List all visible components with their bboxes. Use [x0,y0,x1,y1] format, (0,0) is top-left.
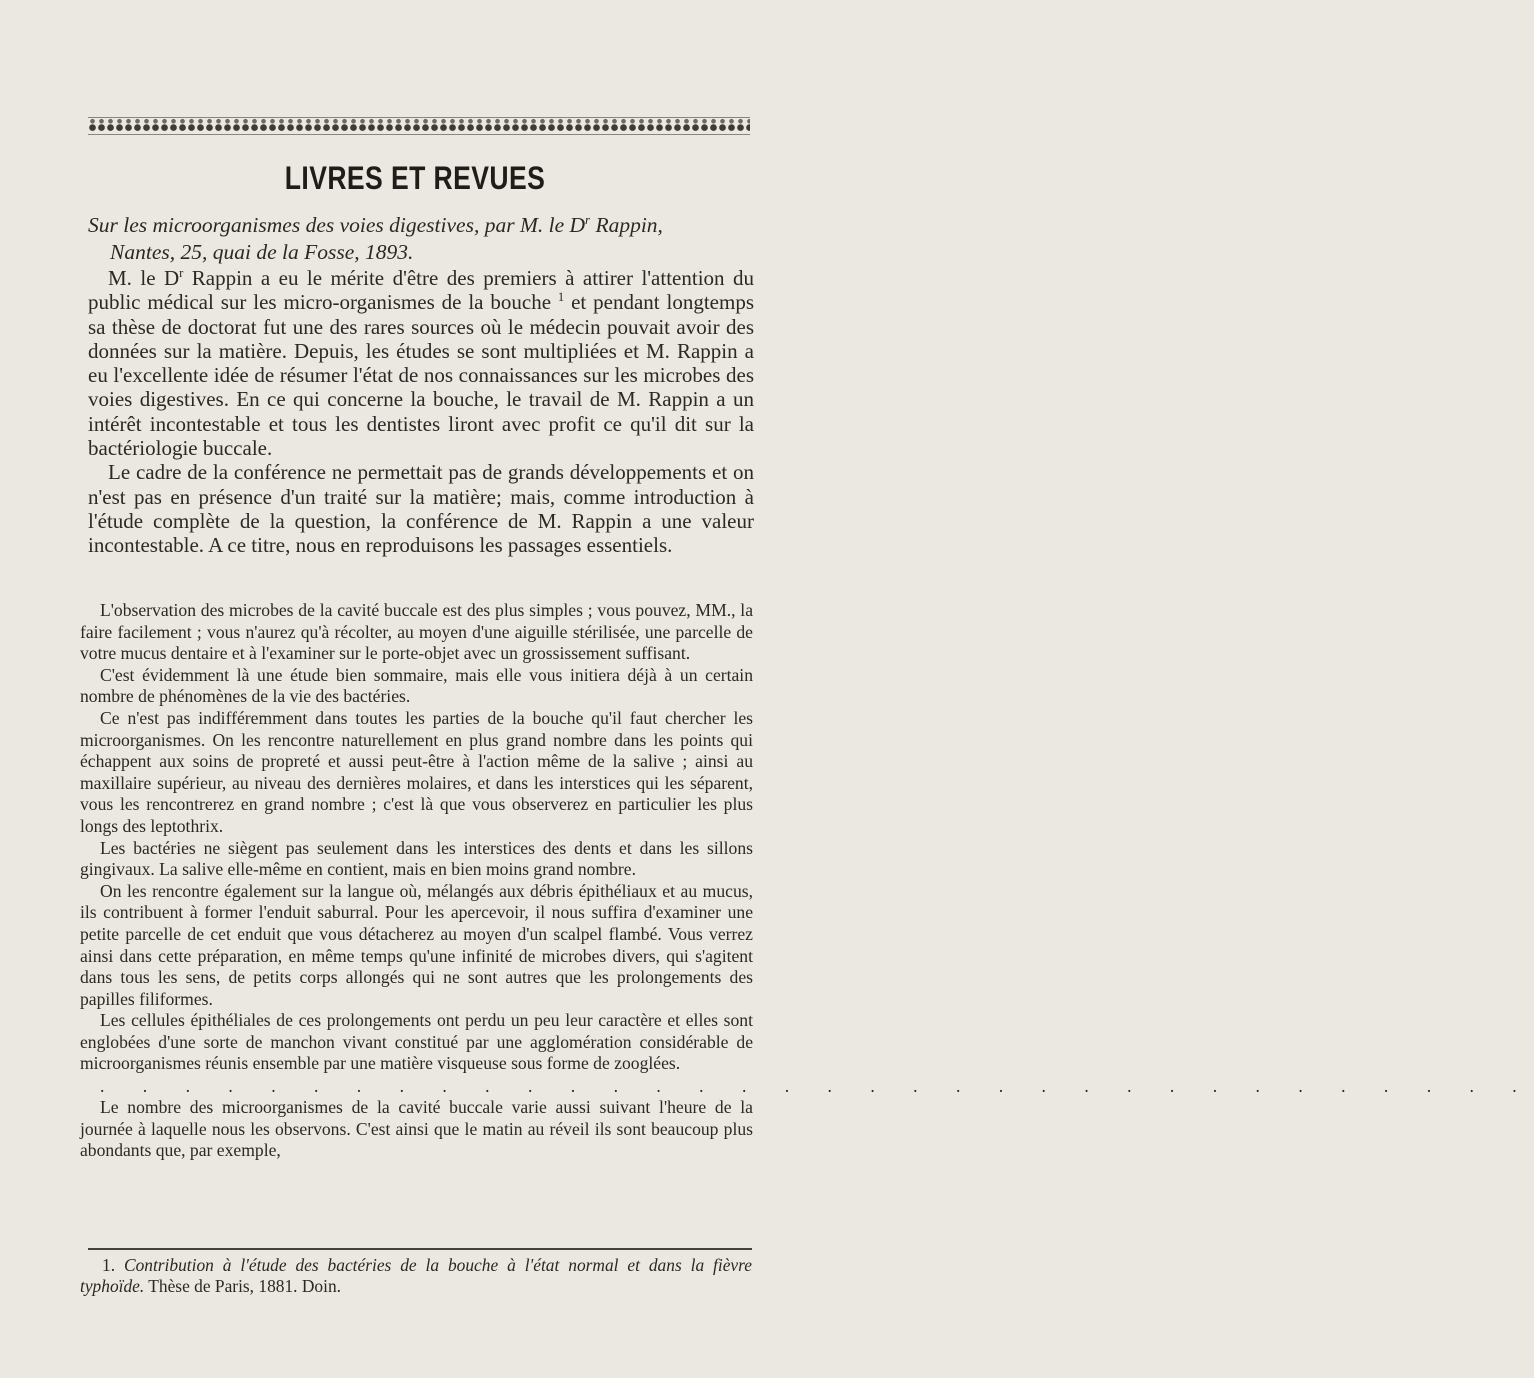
footnote [80,1255,752,1297]
footnote-publication: Thèse de Paris, 1881. Doin. [144,1276,341,1296]
article-title-line2: Nantes, 25, quai de la Fosse, 1893. [110,240,414,264]
quote-paragraph: L'observation des microbes de la cavité buccale est des plus simples ; vous pouvez, MM., la faire facilement ; vous n'aurez qu'à récolter, au moyen d'une aiguille stérilisée, une parcelle de votre mucus dentaire et à l'examiner sur le porte-objet avec un grossissement suffisant. [80,600,753,664]
footnote-divider [88,1248,752,1250]
quoted-excerpt [80,600,1534,1162]
decorative-ornament-band [88,117,750,135]
review-paragraph-2: Le cadre de la conférence ne permettait pas de grands développements et on n'est pas en présence d'un traité sur la matière; mais, comme introduction à l'étude complète de la question, la conférence de M. Rappin a une valeur incontestable. A ce titre, nous en reproduisons les passages essentiels. [88,460,754,558]
quote-paragraph: Le nombre des microorganismes de la cavité buccale varie aussi suivant l'heure de la journée à laquelle nous les observons. C'est ainsi que le matin au réveil ils sont beaucoup plus abondants que, par exemple, [80,1097,753,1161]
quote-paragraph: Ce n'est pas indifféremment dans toutes les parties de la bouche qu'il faut chercher les microorganismes. On les rencontre naturellement en plus grand nombre dans les points qui échappent aux soins de propreté et aussi peut-être à l'action même de la salive ; ainsi au maxillaire supérieur, au niveau des dernières molaires, et dans les interstices qui les séparent, vous les rencontrerez en grand nombre ; c'est là que vous observerez en particulier les plus longs des leptothrix. [80,707,753,836]
review-paragraph-1: M. le $D^r$ Rappin a eu le mérite d'être des premiers à attirer l'attention du public médical sur les micro-organismes de la bouche $^1$ et pendant longtemps sa thèse de doctorat fut une des rares sources où le médecin pouvait avoir des données sur la matière. Depuis, les études se sont multipliées et M. Rappin a eu l'excellente idée de résumer l'état de nos connaissances sur les microbes des voies digestives. En ce qui concerne la bouche, le travail de M. Rappin a un intérêt incontestable et tous les dentistes liront avec profit ce qu'il dit sur la bactériologie buccale. [88,266,755,461]
article-title-line1: Sur les microorganismes des voies digestives, par M. le $D^r$ Rappin, [88,212,663,237]
quote-paragraph: Les cellules épithéliales de ces prolongements ont perdu un peu leur caractère et elles sont englobées d'une sorte de manchon vivant constitué par une agglomération considérable de microorganismes réunis ensemble par une matière visqueuse sous forme de zooglées. [80,1010,753,1074]
quote-paragraph: On les rencontre également sur la langue où, mélangés aux débris épithéliaux et au mucus, ils contribuent à former l'enduit saburral. Pour les apercevoir, il nous suffira d'examiner une petite parcelle de cet enduit que vous détacherez au moyen d'un scalpel flambé. Vous verrez ainsi dans cette préparation, en même temps qu'une infinité de microbes divers, qui s'agitent dans tous les sens, de petits corps allongés qui ne sont autres que les prolongements des papilles filiformes. [80,880,753,1009]
section-heading: LIVRES ET REVUES [284,160,546,196]
footnote-cited-title: Contribution à l'étude des bactéries de la bouche à l'état normal et dans la fièvre typhoïde. [80,1255,752,1296]
article-title [88,212,750,266]
quote-paragraph: Les bactéries ne siègent pas seulement dans les interstices des dents et dans les sillons gingivaux. La salive elle-même en contient, mais en bien moins grand nombre. [80,837,753,880]
footnote-number: 1. [102,1255,116,1275]
review-body [88,266,754,558]
quote-paragraph: C'est évidemment là une étude bien sommaire, mais elle vous initiera déjà à un certain nombre de phénomènes de la vie des bactéries. [80,664,753,707]
footnote-reference: 1 [557,290,565,305]
ellipsis-separator: . . . . . . . . . . . . . . . . . . . . . . . . . . . . . . . . . . [100,1076,1534,1097]
